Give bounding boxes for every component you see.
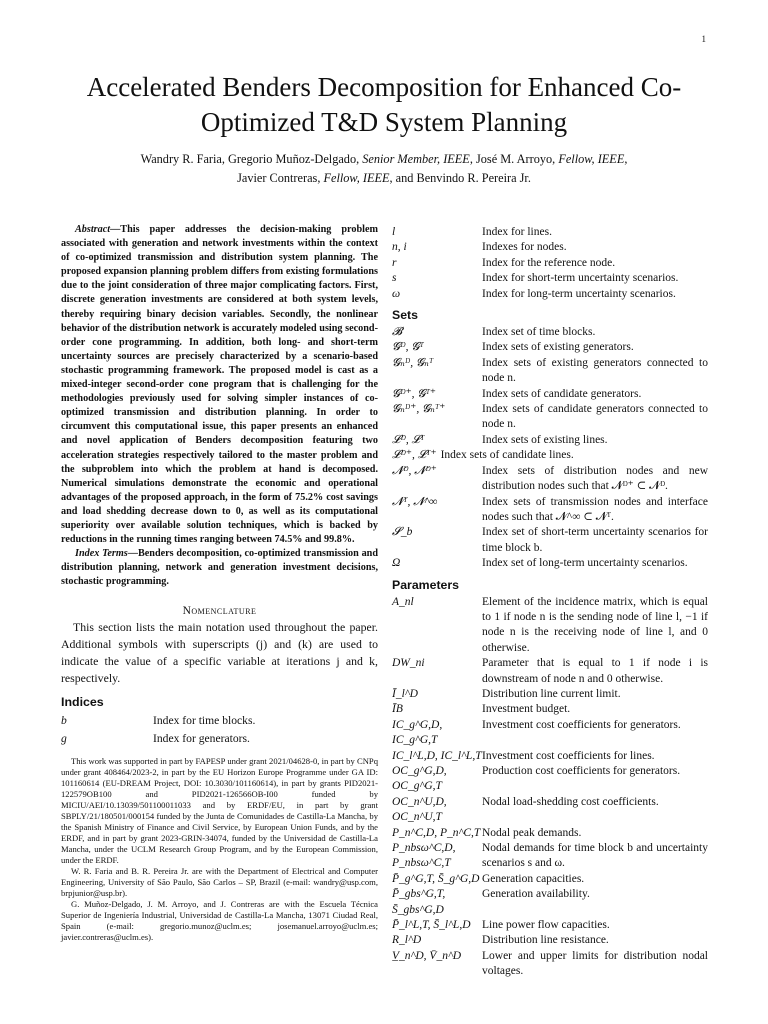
- symbol: P̄_l^L,T, S̄_l^L,D: [392, 919, 471, 932]
- indices-list-continued: [392, 225, 708, 302]
- abstract: [61, 223, 378, 547]
- symbol: P_nbsω^C,D, P_nbsω^C,T: [392, 842, 456, 870]
- definition: Investment budget.: [482, 703, 571, 716]
- footnote-funding: This work was supported in part by FAPESP under grant 2021/04628-0, in part by CNPq under grant 408464/2023-2, in part by the EU Horizon Europe Programme under GA ID: 101160614 (EU-DREAM Project, DOI: 10.3030/101160614), in part by grants PID2021-122579OB100 and PID2021-126566OB-I00 funded by MICIU/AEI/10.13039/501100011033 and by ERDF/EU, in part by grant SBPLY/21/180501/000154 funded by the Junta de Comunidades de Castilla-La Mancha, by the Spanish Ministry of Finance and Civil Service, by European Union Funds, and by the ERDF, and in part by grant 2023-GRIN-34074, funded by the Universidad de Castilla-La Mancha, under the UCLM Research Group Program, and by the European Commission, under the ERDF.: [61, 756, 378, 865]
- nomenclature-entry: [392, 702, 708, 717]
- nomenclature-entry: [61, 730, 378, 748]
- nomenclature-entry: [392, 387, 708, 402]
- nomenclature-entry: [392, 256, 708, 271]
- definition: Index for generators.: [153, 732, 250, 746]
- nomenclature-entry: [392, 918, 708, 933]
- symbol: OC_g^G,D, OC_g^G,T: [392, 765, 447, 793]
- symbol: n, i: [392, 241, 407, 254]
- authors-names-3: Javier Contreras,: [237, 171, 321, 185]
- symbol: g: [61, 732, 67, 746]
- nomenclature-entry: [392, 749, 708, 764]
- definition: Generation capacities.: [482, 872, 585, 885]
- nomenclature-entry: [392, 556, 708, 571]
- nomenclature-entry: [392, 718, 708, 749]
- abstract-label: Abstract: [75, 224, 111, 235]
- footnote: [61, 756, 378, 943]
- sets-list: [392, 325, 708, 572]
- nomenclature-entry: [392, 841, 708, 872]
- nomenclature-heading: Nomenclature: [182, 605, 257, 618]
- definition: Lower and upper limits for distribution nodal voltages.: [482, 949, 708, 978]
- nomenclature-entry: [392, 656, 708, 687]
- nomenclature-entry: [392, 826, 708, 841]
- page-number: 1: [701, 34, 706, 44]
- symbol: 𝓖ₙᴰ, 𝓖ₙᵀ: [392, 356, 434, 369]
- paper-title: Accelerated Benders Decomposition for Enhanced Co-Optimized T&D System Planning: [86, 72, 682, 137]
- author-line-1: [40, 150, 728, 169]
- symbol: 𝓖ᴰ, 𝓖ᵀ: [392, 341, 424, 354]
- symbol: P̄_gbs^G,T, S̄_gbs^G,D: [392, 888, 446, 916]
- symbol: 𝓑: [392, 326, 403, 339]
- symbol: l: [392, 226, 396, 238]
- definition: Index set of long-term uncertainty scenarios.: [482, 557, 688, 570]
- authors-sep: ,: [624, 152, 628, 166]
- indices-list: [61, 712, 378, 748]
- symbol: ĪB: [392, 703, 403, 716]
- definition: Index sets of existing generators.: [482, 341, 634, 354]
- definition: Index for the reference node.: [482, 256, 616, 269]
- symbol: 𝓖ₙᴰ⁺, 𝓖ₙᵀ⁺: [392, 403, 446, 416]
- symbol: P̄_g^G,T, S̄_g^G,D: [392, 872, 480, 885]
- nomenclature-entry: [392, 325, 708, 340]
- symbol: IC_l^L,D, IC_l^L,T: [392, 749, 482, 762]
- definition: Index for time blocks.: [153, 714, 256, 728]
- nomenclature-entry: [392, 225, 708, 240]
- definition: Distribution line resistance.: [482, 934, 609, 947]
- symbol: P_n^C,D, P_n^C,T: [392, 826, 481, 839]
- definition: Investment cost coefficients for lines.: [482, 749, 655, 762]
- parameters-list: [392, 595, 708, 980]
- footnote-affiliation-2: G. Muñoz-Delgado, J. M. Arroyo, and J. Contreras are with the Escuela Técnica Superior de Ingeniería Industrial, Universidad de Castilla-La Mancha, 13071 Ciudad Real, Spain (e-mail: gregorio.munoz@uclm.es; josemanuel.arroyo@uclm.es; javier.contreras@uclm.es).: [61, 899, 378, 942]
- left-column: [61, 223, 378, 748]
- symbol: 𝓝ᴰ, 𝓝ᴰ⁺: [392, 464, 437, 477]
- author-list: [40, 150, 728, 188]
- nomenclature-entry: [392, 340, 708, 355]
- definition: Indexes for nodes.: [482, 241, 567, 254]
- symbol: R_l^D: [392, 934, 422, 947]
- nomenclature-entry: [392, 433, 708, 448]
- footnote-affiliation-1: W. R. Faria and B. R. Pereira Jr. are with the Department of Electrical and Computer Engineering, University of São Paulo, São Carlos – SP, Brazil (e-mail: wandry@usp.com, brpjunior@usp.br).: [61, 866, 378, 898]
- authors-names-1: Wandry R. Faria, Gregorio Muñoz-Delgado,: [140, 152, 360, 166]
- definition: Investment cost coefficients for generators.: [482, 718, 681, 731]
- nomenclature-entry: [392, 872, 708, 887]
- definition: Index sets of distribution nodes and new distribution nodes such that 𝓝ᴰ⁺ ⊂ 𝓝ᴰ.: [482, 464, 708, 493]
- definition: Index sets of candidate generators.: [482, 387, 642, 400]
- nomenclature-entry: [392, 448, 708, 463]
- nomenclature-entry: [392, 764, 708, 795]
- nomenclature-entry: [392, 464, 708, 495]
- parameters-heading: Parameters: [392, 577, 459, 592]
- nomenclature-entry: [392, 949, 708, 980]
- definition: Element of the incidence matrix, which is equal to 1 if node n is the sending node of line l, −1 if node n is the receiving node of line l, and 0 otherwise.: [482, 595, 708, 654]
- definition: Generation availability.: [482, 888, 590, 901]
- definition: Parameter that is equal to 1 if node i is downstream of node n and 0 otherwise.: [482, 657, 708, 685]
- nomenclature-entry: [392, 595, 708, 657]
- definition: Index sets of existing lines.: [482, 433, 608, 446]
- definition: Nodal load-shedding cost coefficients.: [482, 795, 659, 808]
- definition: Nodal demands for time block b and uncertainty scenarios s and ω.: [482, 842, 708, 870]
- symbol: A_nl: [392, 595, 414, 608]
- definition: Index sets of transmission nodes and interface nodes such that 𝓝^∞ ⊂ 𝓝ᵀ.: [482, 495, 708, 523]
- nomenclature-entry: [392, 495, 708, 526]
- index-terms-label: Index Terms: [75, 548, 128, 560]
- author-role: Senior Member, IEEE: [362, 152, 470, 166]
- nomenclature-intro: This section lists the main notation used throughout the paper. Additional symbols with superscripts (j) and (k) are used to indicate the value of a specific variable at iterations j and k, respectively.: [61, 620, 378, 686]
- nomenclature-entry: [61, 712, 378, 730]
- sets-heading: Sets: [392, 308, 418, 323]
- symbol: s: [392, 272, 397, 285]
- definition: Distribution line current limit.: [482, 687, 621, 700]
- author-role: Fellow, IEEE: [558, 152, 625, 166]
- symbol: r: [392, 256, 397, 269]
- indices-heading: Indices: [61, 695, 104, 710]
- symbol: b: [61, 714, 67, 728]
- definition: Index for short-term uncertainty scenarios.: [482, 272, 679, 285]
- symbol: Ī_l^D: [392, 687, 418, 700]
- nomenclature-entry: [392, 402, 708, 433]
- definition: Line power flow capacities.: [482, 919, 610, 932]
- nomenclature-entry: [392, 887, 708, 918]
- author-line-2: [40, 169, 728, 188]
- symbol: OC_n^U,D, OC_n^U,T: [392, 795, 447, 824]
- authors-names-4: , and Benvindo R. Pereira Jr.: [389, 171, 531, 185]
- definition: Index sets of candidate lines.: [440, 449, 574, 462]
- definition: Index for lines.: [482, 226, 552, 238]
- definition: Nodal peak demands.: [482, 826, 582, 839]
- nomenclature-entry: [392, 687, 708, 702]
- nomenclature-entry: [392, 240, 708, 255]
- symbol: V̲_n^D, V̄_n^D: [392, 949, 462, 962]
- symbol: 𝓢_b: [392, 526, 413, 539]
- definition: Index sets of existing generators connected to node n.: [482, 356, 708, 385]
- index-terms: [61, 547, 378, 589]
- nomenclature-entry: [392, 271, 708, 286]
- symbol: 𝓖ᴰ⁺, 𝓖ᵀ⁺: [392, 387, 436, 400]
- abstract-text: —This paper addresses the decision-making problem associated with generation and network investments within the context of co-optimized transmission and distribution system planning. The proposed expansion planning problem differs from existing formulations due to the joint consideration of three major complicating factors. First, discrete generation investments are considered at both system levels, thereby requiring binary decision variables. Secondly, the nonlinear behavior of the distribution network is accurately modeled using second-order cone programming. In addition, both long- and short-term uncertainty sources are precisely characterized by a scenario-based stochastic programming framework. The proposed model is cast as a mixed-integer second-order cone program that is challenging for the methodologies previously used for solving simpler instances of co-optimized transmission and distribution planning. In order to circumvent this computational issue, this paper presents an enhanced and novel application of Benders decomposition featuring two acceleration strategies respectively tailored to the master problem and the subproblem into which the problem at hand is decomposed. Numerical simulations demonstrate the economic and operational advantages of the proposed approach, in the form of 75.2% cost savings and load shedding decrease down to 0, as well as its computational superiority over available solution techniques, which is backed by reductions in the running times ranging between 74.5% and 99.8%.: [61, 224, 378, 546]
- index-terms-text: —Benders decomposition, co-optimized transmission and distribution planning, network and generation investment decisions, stochastic programming.: [61, 548, 378, 588]
- definition: Index for long-term uncertainty scenarios.: [482, 287, 676, 300]
- right-column: [392, 225, 708, 980]
- symbol: Ω: [392, 557, 401, 570]
- symbol: ω: [392, 287, 401, 300]
- nomenclature-entry: [392, 525, 708, 556]
- author-role: Fellow, IEEE: [323, 171, 390, 185]
- symbol: IC_g^G,D, IC_g^G,T: [392, 718, 443, 747]
- symbol: 𝓛ᴰ⁺, 𝓛ᵀ⁺: [392, 449, 437, 462]
- symbol: 𝓛ᴰ, 𝓛ᵀ: [392, 433, 425, 446]
- definition: Index sets of candidate generators connected to node n.: [482, 403, 708, 431]
- definition: Index set of time blocks.: [482, 326, 596, 339]
- definition: Index set of short-term uncertainty scenarios for time block b.: [482, 526, 708, 554]
- nomenclature-entry: [392, 795, 708, 826]
- nomenclature-entry: [392, 287, 708, 302]
- definition: Production cost coefficients for generators.: [482, 765, 681, 777]
- symbol: 𝓝ᵀ, 𝓝^∞: [392, 495, 438, 508]
- nomenclature-entry: [392, 933, 708, 948]
- authors-names-2: , José M. Arroyo,: [469, 152, 556, 166]
- nomenclature-entry: [392, 356, 708, 387]
- symbol: DW_ni: [392, 657, 425, 670]
